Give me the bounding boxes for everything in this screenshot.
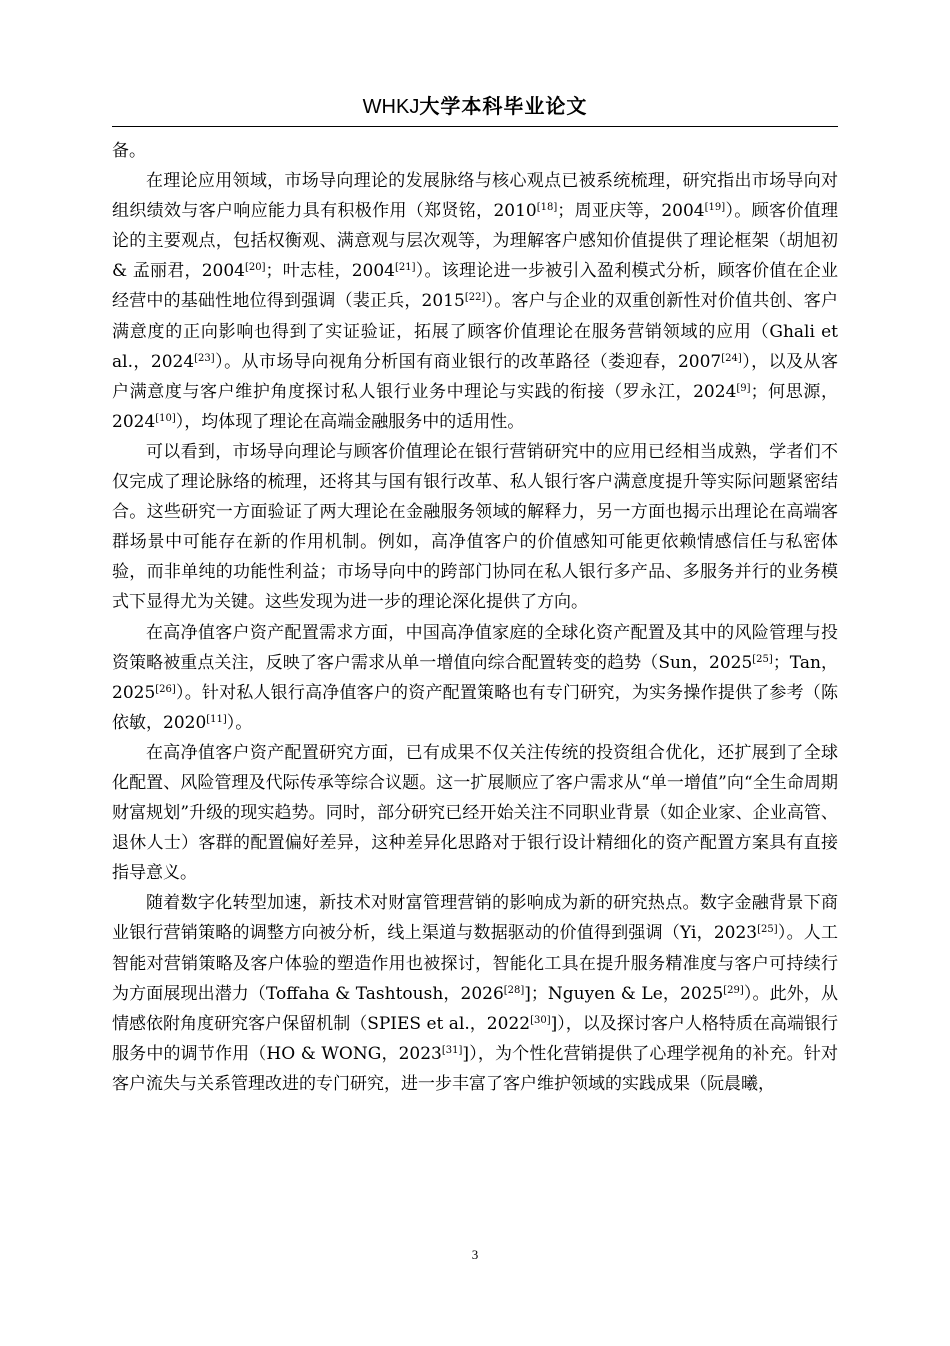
text-run: ）。顾客价值理论的主要观点，包括权衡观、满意观与层次观等，为理解客户感知价值提供了理论框架（胡旭初 & 孟丽君，2004: [112, 201, 839, 282]
citation-ref: [22]: [464, 292, 486, 304]
paragraph: [112, 136, 838, 166]
page-header: [0, 90, 950, 119]
text-run: ）。该理论进一步被引入盈利模式分析，顾客价值在企业经营中的基础性地位得到强调（裴正兵，2015: [112, 261, 839, 312]
paragraph: [112, 166, 838, 437]
citation-ref: [20]: [245, 262, 266, 274]
citation-ref: [21]: [395, 262, 416, 274]
citation-ref: [10]: [155, 412, 176, 424]
citation-ref: [9]: [736, 382, 751, 394]
paragraph: [112, 618, 838, 738]
text-run: ；叶志桂，2004: [265, 261, 395, 282]
citation-ref: [11]: [206, 713, 227, 725]
body-text: [112, 136, 838, 1099]
citation-ref: [28]: [503, 984, 525, 996]
citation-ref: [23]: [194, 352, 215, 364]
citation-ref: [19]: [704, 202, 726, 214]
text-run: 备。: [112, 141, 146, 161]
text-run: ），以及从客户满意度与客户维护角度探讨私人银行业务中理论与实践的衔接（罗永江，2024: [112, 351, 839, 402]
text-run: ；Tan，2025: [112, 652, 838, 703]
citation-ref: [26]: [155, 683, 176, 695]
citation-ref: [30]: [530, 1014, 551, 1026]
text-run: 在高净值客户资产配置需求方面，中国高净值家庭的全球化资产配置及其中的风险管理与投资策略被重点关注，反映了客户需求从单一增值向综合配置转变的趋势（Sun，2025: [112, 622, 838, 673]
text-run: ；周亚庆等，2004: [557, 201, 705, 222]
header-title: 大学本科毕业论文: [419, 94, 588, 118]
text-run: ）。客户与企业的双重创新性对价值共创、客户满意度的正向影响也得到了实证验证，拓展了顾客价值理论在服务营销领域的应用（Ghali et al.，2024: [112, 291, 839, 372]
citation-ref: [29]: [723, 984, 744, 996]
paragraph: [112, 888, 838, 1099]
paragraph: [112, 437, 838, 618]
page-number: 3: [471, 1247, 479, 1262]
text-run: ）。针对私人银行高净值客户的资产配置策略也有专门研究，为实务操作提供了参考（陈依敏，2020: [112, 682, 838, 733]
text-run: ；何思源，2024: [112, 381, 839, 432]
header-code: WHKJ: [362, 96, 420, 118]
citation-ref: [18]: [536, 202, 558, 214]
text-run: 在高净值客户资产配置研究方面，已有成果不仅关注传统的投资组合优化，还扩展到了全球化配置、风险管理及代际传承等综合议题。这一扩展顺应了客户需求从“单一增值”向“全生命周期财富规划”升级的现实趋势。同时，部分研究已经开始关注不同职业背景（如企业家、企业高管、退休人士）客群的配置偏好差异，这种差异化思路对于银行设计精细化的资产配置方案具有直接指导意义。: [112, 742, 838, 884]
citation-ref: [31]: [441, 1044, 463, 1056]
text-run: ）。: [226, 712, 253, 733]
text-run: ）。此外，从情感依附角度研究客户保留机制（SPIES et al.，2022: [112, 983, 838, 1034]
text-run: ]；Nguyen & Le，2025: [524, 983, 724, 1004]
text-run: 在理论应用领域，市场导向理论的发展脉络与核心观点已被系统梳理，研究指出市场导向对组织绩效与客户响应能力具有积极作用（郑贤铭，2010: [112, 171, 838, 222]
text-run: ），均体现了理论在高端金融服务中的适用性。: [175, 411, 525, 432]
text-run: ]），以及探讨客户人格特质在高端银行服务中的调节作用（HO & WONG，2023: [112, 1013, 838, 1064]
text-run: ）。从市场导向视角分析国有商业银行的改革路径（娄迎春，2007: [214, 351, 722, 372]
citation-ref: [25]: [757, 924, 778, 936]
citation-ref: [25]: [752, 653, 773, 665]
citation-ref: [24]: [721, 352, 742, 364]
header-rule: [112, 126, 838, 127]
text-run: ]），为个性化营销提供了心理学视角的补充。针对客户流失与关系管理改进的专门研究，进一步丰富了客户维护领域的实践成果（阮晨曦，: [112, 1043, 838, 1094]
text-run: ）。人工智能对营销策略及客户体验的塑造作用也被探讨，智能化工具在提升服务精准度与客户可持续行为方面展现出潜力（Toffaha & Tashtoush，2026: [112, 923, 839, 1004]
text-run: 可以看到，市场导向理论与顾客价值理论在银行营销研究中的应用已经相当成熟，学者们不仅完成了理论脉络的梳理，还将其与国有银行改革、私人银行客户满意度提升等实际问题紧密结合。这些研究一方面验证了两大理论在金融服务领域的解释力，另一方面也揭示出理论在高端客群场景中可能存在新的作用机制。例如，高净值客户的价值感知可能更依赖情感信任与私密体验，而非单纯的功能性利益；市场导向中的跨部门协同在私人银行多产品、多服务并行的业务模式下显得尤为关键。这些发现为进一步的理论深化提供了方向。: [112, 441, 838, 613]
text-run: 随着数字化转型加速，新技术对财富管理营销的影响成为新的研究热点。数字金融背景下商业银行营销策略的调整方向被分析，线上渠道与数据驱动的价值得到强调（Yi，2023: [112, 893, 838, 944]
paragraph: [112, 738, 838, 888]
